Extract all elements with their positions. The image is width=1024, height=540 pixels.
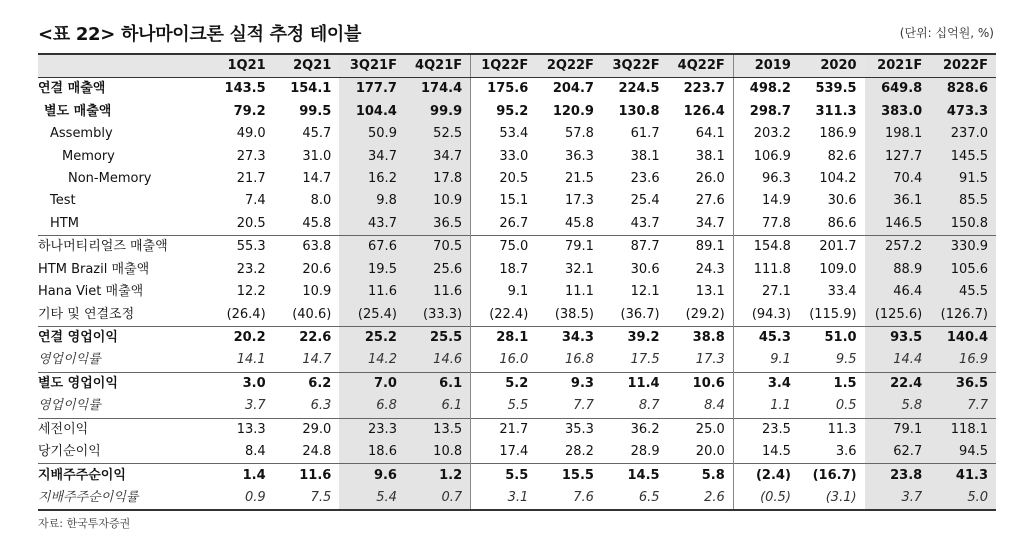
table-cell: 10.6 — [668, 372, 734, 395]
table-cell: 63.8 — [274, 236, 340, 259]
table-cell: 311.3 — [815, 103, 857, 119]
table-cell: 25.6 — [405, 259, 471, 281]
table-cell: 16.0 — [471, 349, 537, 372]
row-label: 지배주주순이익률 — [38, 487, 208, 510]
table-cell: 77.8 — [733, 213, 799, 236]
table-cell: 111.8 — [733, 259, 799, 281]
table-cell: 9.5 — [835, 352, 857, 368]
table-cell: 237.0 — [930, 123, 996, 145]
table-row — [38, 281, 996, 303]
table-cell: 17.8 — [405, 168, 471, 190]
table-row — [38, 190, 996, 212]
unit-note: (단위: 십억원, %) — [899, 26, 994, 40]
table-cell: 154.1 — [290, 81, 332, 97]
table-cell: 150.8 — [930, 213, 996, 236]
table-cell: 298.7 — [733, 100, 799, 122]
table-cell: 20.5 — [236, 215, 266, 231]
table-cell: 0.9 — [208, 487, 274, 510]
row-label: Hana Viet 매출액 — [38, 284, 144, 300]
table-cell: 9.6 — [339, 464, 405, 487]
table-cell: 70.4 — [865, 168, 931, 190]
table-cell: 143.5 — [224, 81, 266, 97]
table-cell: 79.1 — [536, 236, 602, 259]
table-row — [38, 303, 996, 326]
table-cell: 14.7 — [302, 170, 332, 186]
row-label: 세전이익 — [38, 418, 208, 441]
table-cell: 9.1 — [733, 349, 799, 372]
row-label: 하나머티리얼즈 매출액 — [38, 236, 208, 259]
table-cell: 106.9 — [733, 145, 799, 167]
table-cell: 67.6 — [339, 236, 405, 259]
table-cell: 9.3 — [536, 372, 602, 395]
table-cell: 93.5 — [865, 326, 931, 349]
table-cell: 23.8 — [865, 464, 931, 487]
table-cell: 49.0 — [236, 126, 266, 142]
table-cell: 11.1 — [564, 284, 594, 300]
table-cell: 23.2 — [236, 261, 266, 277]
table-cell: 29.0 — [274, 418, 340, 441]
table-cell: 1.2 — [405, 464, 471, 487]
table-cell: 5.4 — [339, 487, 405, 510]
table-cell: 70.5 — [405, 236, 471, 259]
table-cell: 32.1 — [564, 261, 594, 277]
column-header: 4Q21F — [405, 54, 471, 78]
table-cell: 28.1 — [471, 326, 537, 349]
row-label: Memory — [62, 148, 115, 164]
table-cell: 23.6 — [630, 170, 660, 186]
table-cell: 27.1 — [733, 281, 799, 303]
table-cell: 6.2 — [274, 372, 340, 395]
table-cell: 19.5 — [339, 259, 405, 281]
table-cell: 36.3 — [564, 148, 594, 164]
table-cell: 87.7 — [602, 236, 668, 259]
table-cell: (16.7) — [799, 464, 865, 487]
table-cell: 16.9 — [930, 349, 996, 372]
table-cell: 9.1 — [471, 281, 537, 303]
table-cell: 6.5 — [602, 487, 668, 510]
row-label: 연결 매출액 — [38, 81, 106, 97]
table-cell: 3.7 — [865, 487, 931, 510]
table-body — [38, 78, 996, 511]
table-cell: 64.1 — [695, 126, 725, 142]
table-cell: 539.5 — [815, 81, 857, 97]
table-cell: 34.3 — [536, 326, 602, 349]
table-cell: 33.4 — [827, 284, 857, 300]
table-row — [38, 349, 996, 372]
table-cell: 177.7 — [339, 78, 405, 101]
table-cell: 79.1 — [865, 418, 931, 441]
table-cell: 3.6 — [835, 444, 857, 460]
row-label: HTM Brazil 매출액 — [38, 261, 150, 277]
table-cell: (38.5) — [554, 306, 594, 322]
table-cell: 20.0 — [695, 444, 725, 460]
table-cell: 3.7 — [244, 398, 266, 414]
table-cell: 6.8 — [339, 395, 405, 418]
table-cell: 16.2 — [339, 168, 405, 190]
table-cell: 109.0 — [819, 261, 857, 277]
table-cell: 24.3 — [695, 261, 725, 277]
column-header: 1Q21 — [208, 54, 274, 78]
row-label: 연결 영업이익 — [38, 326, 208, 349]
table-cell: 0.7 — [405, 487, 471, 510]
table-cell: 13.5 — [405, 418, 471, 441]
table-title: <표 22> 하나마이크론 실적 추정 테이블 — [38, 24, 362, 45]
table-cell: 11.6 — [405, 281, 471, 303]
table-cell: 11.4 — [602, 372, 668, 395]
table-cell: 23.5 — [733, 418, 799, 441]
table-cell: 53.4 — [471, 123, 537, 145]
table-cell: (0.5) — [733, 487, 799, 510]
table-cell: 36.5 — [405, 213, 471, 236]
table-cell: 26.7 — [471, 213, 537, 236]
table-cell: 186.9 — [819, 126, 857, 142]
column-header: 2021F — [865, 54, 931, 78]
table-cell: 21.5 — [564, 170, 594, 186]
table-cell: 34.7 — [695, 215, 725, 231]
table-cell: 7.4 — [244, 193, 266, 209]
row-label: 영업이익률 — [38, 398, 101, 414]
table-cell: 5.8 — [865, 395, 931, 418]
table-cell: 15.1 — [471, 190, 537, 212]
table-cell: 62.7 — [865, 441, 931, 464]
table-cell: 10.9 — [302, 284, 332, 300]
table-cell: 36.1 — [865, 190, 931, 212]
table-cell: 1.4 — [208, 464, 274, 487]
table-cell: 36.2 — [602, 418, 668, 441]
table-cell: 75.0 — [471, 236, 537, 259]
table-cell: 8.0 — [310, 193, 332, 209]
table-cell: 33.0 — [471, 145, 537, 167]
table-cell: 45.3 — [733, 326, 799, 349]
column-header: 2022F — [930, 54, 996, 78]
table-cell: 91.5 — [930, 168, 996, 190]
table-cell: 14.2 — [339, 349, 405, 372]
table-row — [38, 326, 996, 349]
table-cell: 0.5 — [835, 398, 857, 414]
table-cell: 120.9 — [552, 103, 594, 119]
table-cell: 50.9 — [339, 123, 405, 145]
table-cell: 22.4 — [865, 372, 931, 395]
table-cell: 14.1 — [236, 352, 266, 368]
table-cell: 224.5 — [618, 81, 660, 97]
table-cell: 34.7 — [339, 145, 405, 167]
table-cell: 6.1 — [405, 372, 471, 395]
table-cell: 46.4 — [865, 281, 931, 303]
row-label: HTM — [50, 215, 79, 231]
table-cell: 7.7 — [573, 398, 594, 414]
table-row — [38, 395, 996, 418]
table-cell: 43.7 — [630, 215, 660, 231]
table-cell: 25.0 — [668, 418, 734, 441]
table-row — [38, 441, 996, 464]
table-cell: 51.0 — [799, 326, 865, 349]
column-header: 1Q22F — [471, 54, 537, 78]
table-cell: 104.2 — [819, 170, 857, 186]
table-cell: 43.7 — [339, 213, 405, 236]
table-cell: 23.3 — [339, 418, 405, 441]
table-cell: 22.6 — [274, 326, 340, 349]
table-cell: 38.1 — [695, 148, 725, 164]
table-cell: 27.6 — [695, 193, 725, 209]
table-cell: 828.6 — [930, 78, 996, 101]
table-cell: 10.8 — [405, 441, 471, 464]
table-cell: 45.5 — [930, 281, 996, 303]
table-cell: 3.1 — [471, 487, 537, 510]
table-cell: 12.1 — [630, 284, 660, 300]
table-cell: 14.7 — [302, 352, 332, 368]
table-cell: 38.8 — [668, 326, 734, 349]
table-cell: 25.4 — [630, 193, 660, 209]
table-cell: 52.5 — [405, 123, 471, 145]
table-cell: (36.7) — [620, 306, 660, 322]
table-cell: 5.5 — [471, 395, 537, 418]
table-cell: 14.5 — [733, 441, 799, 464]
table-cell: 41.3 — [930, 464, 996, 487]
table-cell: 14.6 — [405, 349, 471, 372]
table-cell: 25.2 — [339, 326, 405, 349]
table-row — [38, 464, 996, 487]
table-cell: 61.7 — [630, 126, 660, 142]
table-cell: 203.2 — [733, 123, 799, 145]
table-cell: 11.6 — [274, 464, 340, 487]
header-label-cell — [38, 54, 208, 78]
table-cell: 99.5 — [299, 103, 332, 119]
table-cell: 45.8 — [302, 215, 332, 231]
table-cell: 146.5 — [865, 213, 931, 236]
table-row — [38, 213, 996, 236]
table-cell: 174.4 — [405, 78, 471, 101]
table-cell: 89.1 — [668, 236, 734, 259]
earnings-table — [38, 53, 996, 511]
table-cell: (25.4) — [339, 303, 405, 326]
table-cell: 16.8 — [564, 352, 594, 368]
table-cell: 257.2 — [865, 236, 931, 259]
table-cell: 79.2 — [233, 103, 266, 119]
column-header: 2020 — [799, 54, 865, 78]
table-row — [38, 372, 996, 395]
table-cell: 7.7 — [930, 395, 996, 418]
row-label: 기타 및 연결조정 — [38, 306, 135, 322]
table-row — [38, 487, 996, 510]
table-cell: 8.7 — [638, 398, 660, 414]
table-cell: 2.6 — [668, 487, 734, 510]
row-label: Non-Memory — [68, 170, 152, 186]
table-cell: (94.3) — [733, 303, 799, 326]
table-cell: 1.1 — [733, 395, 799, 418]
table-cell: 26.0 — [695, 170, 725, 186]
table-cell: 649.8 — [865, 78, 931, 101]
table-cell: 18.7 — [471, 259, 537, 281]
table-cell: 5.0 — [930, 487, 996, 510]
row-label: Test — [50, 193, 76, 209]
source-note: 자료: 한국투자증권 — [38, 517, 131, 530]
table-row — [38, 418, 996, 441]
table-cell: 35.3 — [536, 418, 602, 441]
table-cell: 21.7 — [471, 418, 537, 441]
table-cell: 38.1 — [630, 148, 660, 164]
table-cell: 13.3 — [208, 418, 274, 441]
table-cell: (26.4) — [226, 306, 266, 322]
table-cell: 94.5 — [930, 441, 996, 464]
table-cell: 17.4 — [471, 441, 537, 464]
table-cell: 45.7 — [302, 126, 332, 142]
table-cell: 201.7 — [799, 236, 865, 259]
table-cell: 34.7 — [405, 145, 471, 167]
table-cell: 6.1 — [405, 395, 471, 418]
table-cell: 104.4 — [339, 100, 405, 122]
row-label: Assembly — [50, 126, 113, 142]
row-label: 별도 매출액 — [44, 103, 112, 119]
table-cell: 130.8 — [618, 103, 660, 119]
table-cell: 55.3 — [208, 236, 274, 259]
table-cell: 17.3 — [695, 352, 725, 368]
table-cell: 88.9 — [865, 259, 931, 281]
table-cell: 5.2 — [471, 372, 537, 395]
column-header: 3Q22F — [602, 54, 668, 78]
table-cell: (115.9) — [809, 306, 857, 322]
table-cell: 3.0 — [208, 372, 274, 395]
table-cell: 154.8 — [733, 236, 799, 259]
table-cell: 118.1 — [930, 418, 996, 441]
table-row — [38, 100, 996, 122]
table-cell: (29.2) — [685, 306, 725, 322]
table-cell: 11.3 — [799, 418, 865, 441]
table-cell: 7.6 — [536, 487, 602, 510]
column-header: 2019 — [733, 54, 799, 78]
table-cell: 82.6 — [827, 148, 857, 164]
table-cell: 5.8 — [668, 464, 734, 487]
table-cell: 9.8 — [339, 190, 405, 212]
table-row — [38, 236, 996, 259]
table-cell: 1.5 — [799, 372, 865, 395]
table-cell: (33.3) — [405, 303, 471, 326]
table-cell: 27.3 — [236, 148, 266, 164]
column-header: 2Q22F — [536, 54, 602, 78]
table-cell: 86.6 — [827, 215, 857, 231]
table-cell: 198.1 — [865, 123, 931, 145]
table-cell: 8.4 — [244, 444, 266, 460]
table-cell: 13.1 — [695, 284, 725, 300]
table-cell: 36.5 — [930, 372, 996, 395]
header-row — [38, 54, 996, 78]
table-cell: 7.5 — [274, 487, 340, 510]
table-cell: 30.6 — [827, 193, 857, 209]
table-cell: (2.4) — [733, 464, 799, 487]
table-row — [38, 123, 996, 145]
table-cell: 105.6 — [930, 259, 996, 281]
table-cell: 498.2 — [733, 78, 799, 101]
table-cell: 6.3 — [310, 398, 332, 414]
table-cell: 85.5 — [930, 190, 996, 212]
table-cell: 99.9 — [405, 100, 471, 122]
table-cell: 126.4 — [683, 103, 725, 119]
table-cell: 330.9 — [930, 236, 996, 259]
table-cell: 18.6 — [339, 441, 405, 464]
table-row — [38, 168, 996, 190]
table-cell: 20.5 — [471, 168, 537, 190]
table-cell: 17.5 — [630, 352, 660, 368]
table-cell: 28.2 — [564, 444, 594, 460]
table-row — [38, 259, 996, 281]
table-cell: 3.4 — [733, 372, 799, 395]
table-cell: 204.7 — [552, 81, 594, 97]
column-header: 4Q22F — [668, 54, 734, 78]
table-cell: 95.2 — [471, 100, 537, 122]
table-cell: 140.4 — [930, 326, 996, 349]
table-cell: 11.6 — [339, 281, 405, 303]
table-cell: (22.4) — [471, 303, 537, 326]
table-cell: 24.8 — [302, 444, 332, 460]
table-cell: 96.3 — [733, 168, 799, 190]
table-row — [38, 78, 996, 101]
table-cell: (126.7) — [930, 303, 996, 326]
table-cell: 28.9 — [630, 444, 660, 460]
table-cell: 15.5 — [536, 464, 602, 487]
row-label: 지배주주순이익 — [38, 464, 208, 487]
table-cell: 127.7 — [865, 145, 931, 167]
table-cell: 145.5 — [930, 145, 996, 167]
table-cell: 25.5 — [405, 326, 471, 349]
table-cell: 7.0 — [339, 372, 405, 395]
table-cell: 20.2 — [208, 326, 274, 349]
table-cell: (40.6) — [292, 306, 332, 322]
table-cell: 21.7 — [236, 170, 266, 186]
table-cell: (125.6) — [865, 303, 931, 326]
table-cell: 10.9 — [405, 190, 471, 212]
table-cell: 223.7 — [683, 81, 725, 97]
table-cell: 39.2 — [602, 326, 668, 349]
table-cell: 383.0 — [865, 100, 931, 122]
table-cell: 175.6 — [471, 78, 537, 101]
table-cell: (3.1) — [799, 487, 865, 510]
table-cell: 5.5 — [471, 464, 537, 487]
column-header: 2Q21 — [274, 54, 340, 78]
table-cell: 14.5 — [602, 464, 668, 487]
table-cell: 31.0 — [302, 148, 332, 164]
table-cell: 8.4 — [704, 398, 725, 414]
table-cell: 17.3 — [564, 193, 594, 209]
table-cell: 45.8 — [564, 215, 594, 231]
table-cell: 20.6 — [302, 261, 332, 277]
table-cell: 57.8 — [564, 126, 594, 142]
row-label: 영업이익률 — [38, 352, 101, 368]
row-label: 당기순이익 — [38, 444, 101, 460]
table-row — [38, 145, 996, 167]
row-label: 별도 영업이익 — [38, 372, 208, 395]
table-cell: 30.6 — [630, 261, 660, 277]
table-cell: 14.4 — [865, 349, 931, 372]
table-cell: 12.2 — [236, 284, 266, 300]
table-cell: 473.3 — [930, 100, 996, 122]
table-cell: 14.9 — [733, 190, 799, 212]
column-header: 3Q21F — [339, 54, 405, 78]
